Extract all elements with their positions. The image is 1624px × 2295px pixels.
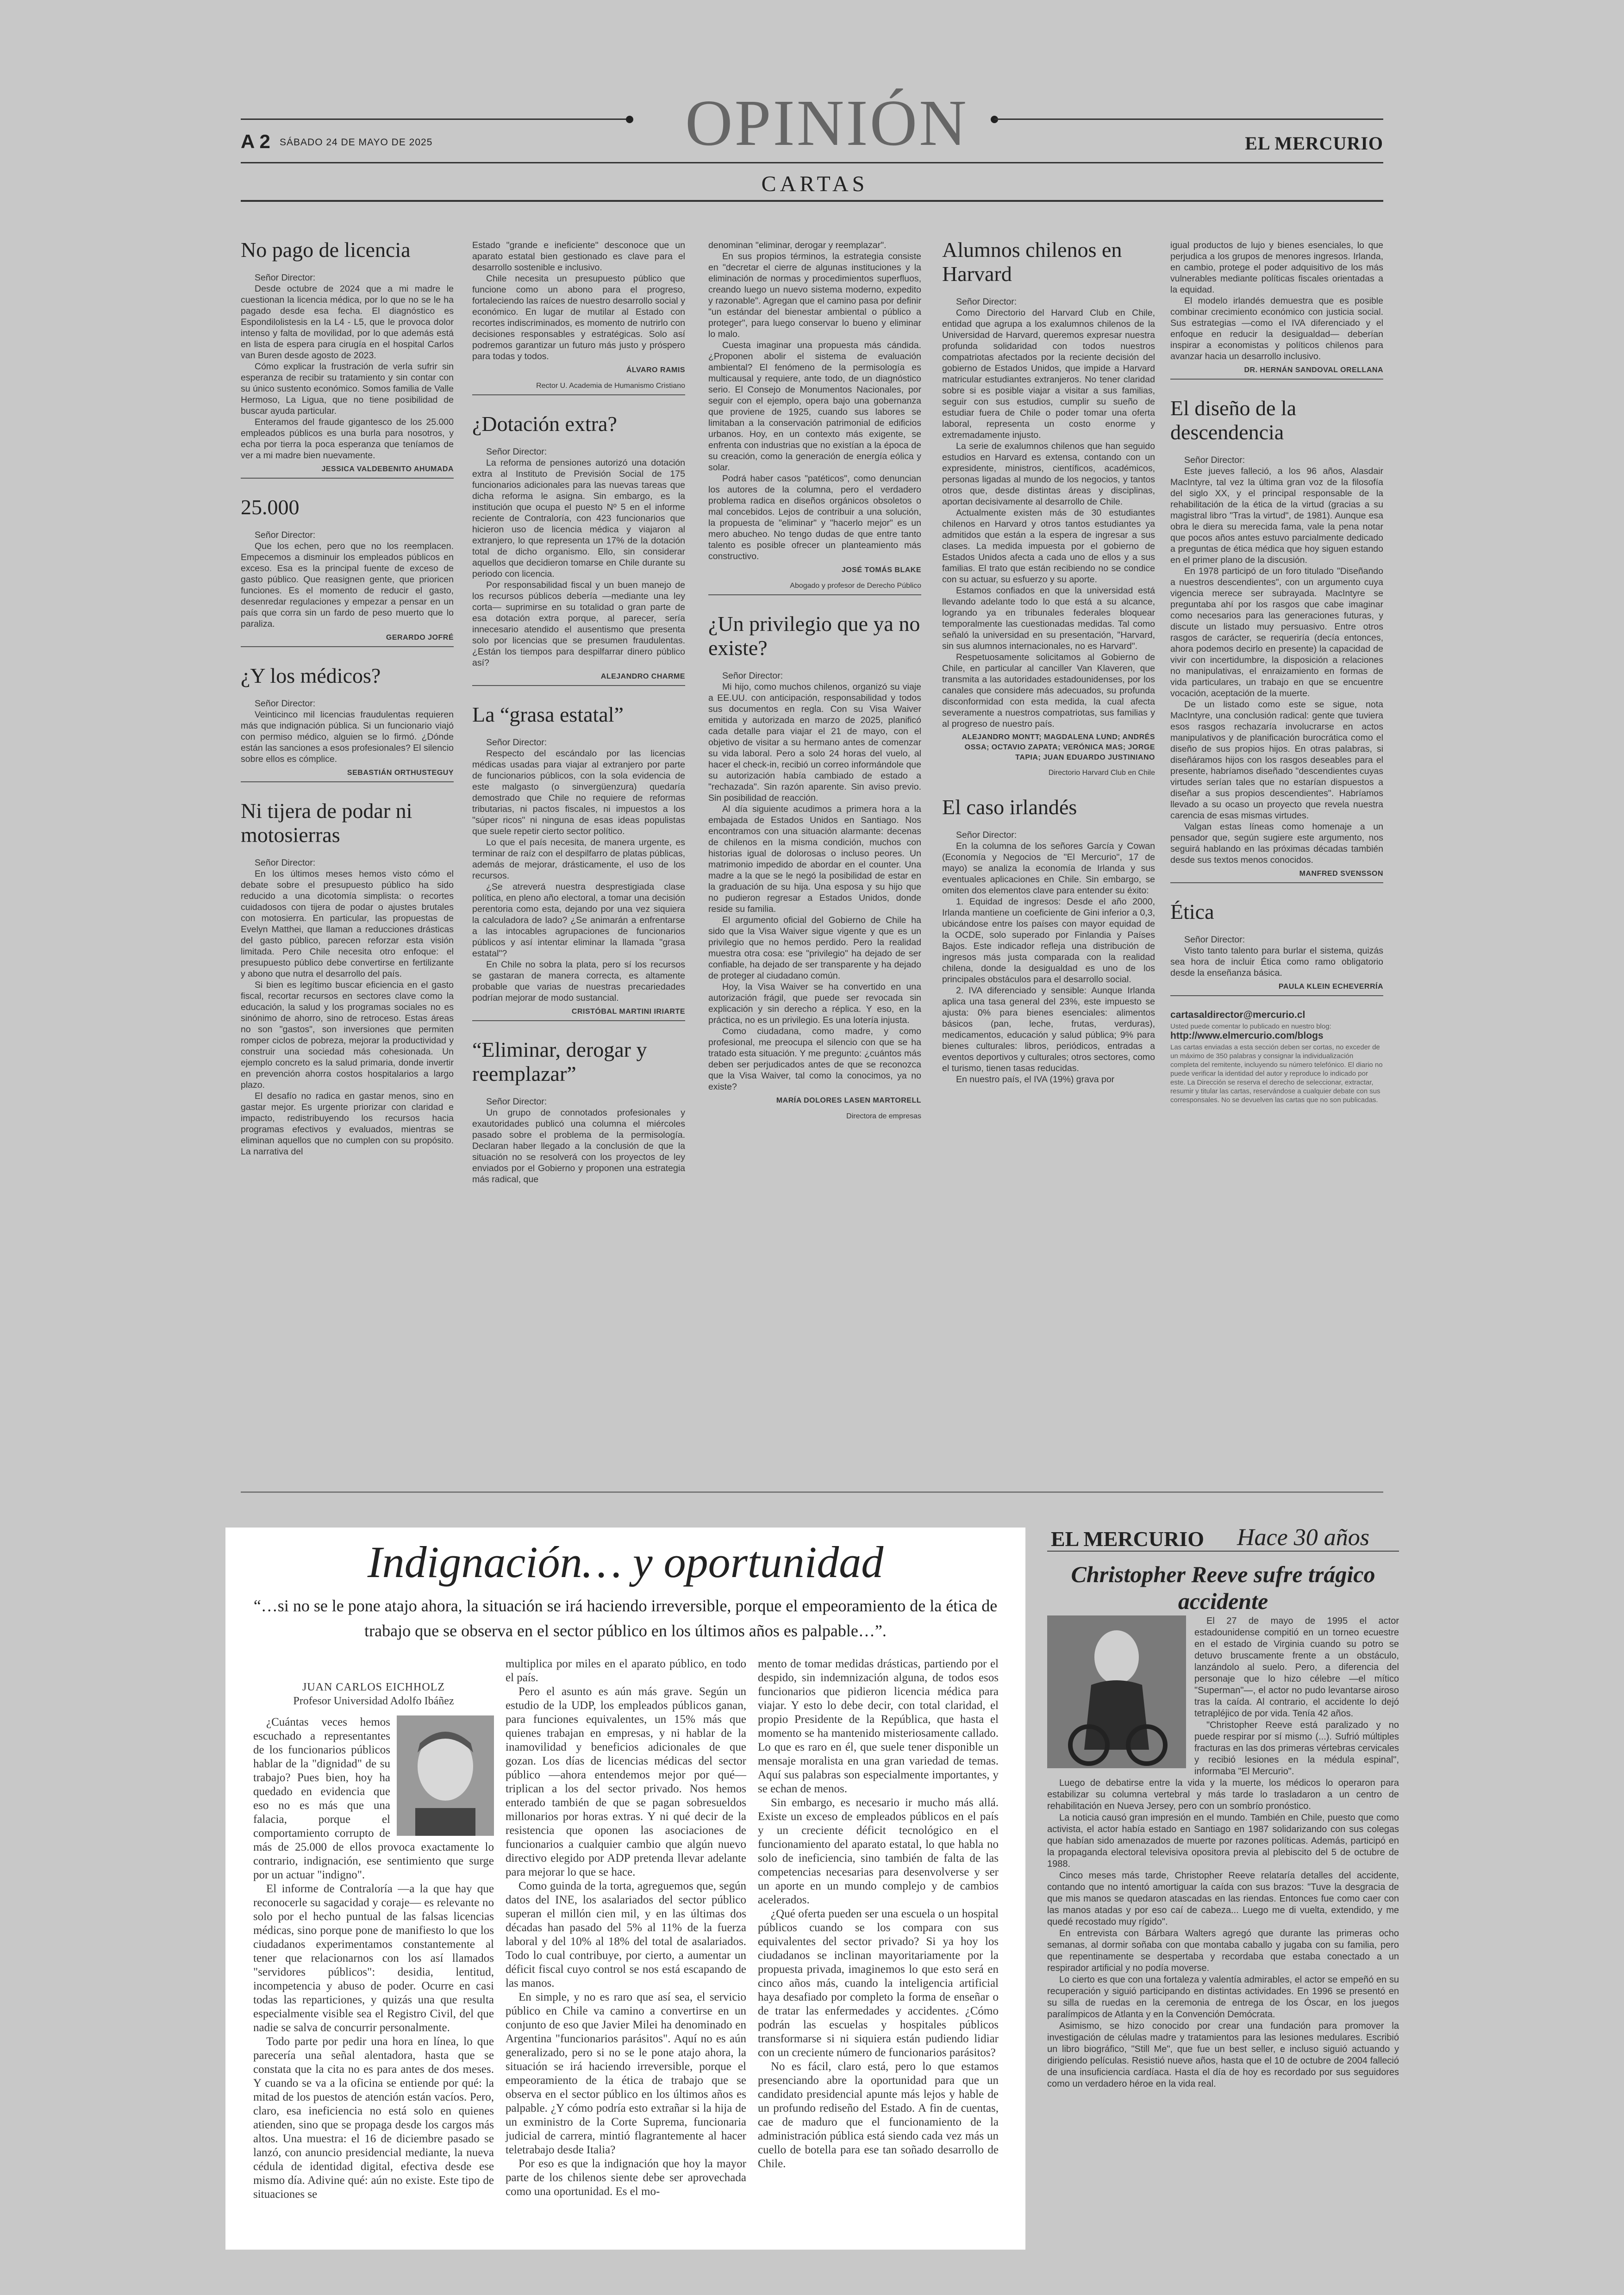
letter-salutation: Señor Director: [486,737,547,748]
letter-paragraph: Estado "grande e ineficiente" desconoce que un aparato estatal bien gestionado es clave para el desarrollo sostenible e inclusivo. [472,240,685,273]
letter-title: El diseño de la descendencia [1170,396,1297,444]
letter-paragraph: Mi hijo, como muchos chilenos, organizó su viaje a EE.UU. con anticipación, responsabilidad y todos sus documentos en regla. Con su Visa Waiver emitida y autorizada en marzo de 2025, planificó cada detalle para viajar el 21 de mayo, con el objetivo de visitar a su hermano antes de comenzar su vida laboral. Pero a solo 24 horas del vuelo, al hacer el check-in, recibió un correo informándole que su autorización había cambiado de estado a "rechazada". Sin razón aparente. Sin aviso previo. Sin posibilidad de reacción. [708,682,921,803]
letter-paragraph: En Chile no sobra la plata, pero sí los recursos se gastaran de manera correcta, es altamente probable que varias de nuestras precariedades podrían mejorar de modo sustancial. [472,960,685,1003]
header-rule-right [994,118,1383,120]
letter-paragraph: Podrá haber casos "patéticos", como denuncian los autores de la columna, pero el verdadero problema radica en diseños orgánicos obsoletos o mal concebidos. Lejos de contribuir a una solución, la propuesta de "eliminar" y "hacerlo mejor" es un mero abucheo. No tengo dudas de que entre tanto talento es posible ofrecer un planteamiento más constructivo. [708,474,921,561]
letter-salutation: Señor Director: [486,1097,547,1107]
feature-column-1 [253,1680,494,2201]
side-paragraph: En entrevista con Bárbara Walters agregó que durante las primeras ocho semanas, al dormir soñaba con que montaba caballo y jugaba con su familia, pero que repentinamente se despertaba y recordaba que estaba conectado a un respirador artificial y no podía moverse. [1047,1928,1399,1973]
side-title: Christopher Reeve sufre trágico accidente [1071,1561,1375,1614]
letter-role: Rector U. Academia de Humanismo Cristiano [472,380,685,395]
letter-signature: ALEJANDRO MONTT; MAGDALENA LUND; ANDRÉS OSSA; OCTAVIO ZAPATA; VERÓNICA MAS; JORGE TAPIA; JUAN EDUARDO JUSTINIANO [962,733,1155,761]
side-paragraph: Luego de debatirse entre la vida y la muerte, los médicos lo operaron para estabilizar su columna vertebral y más tarde lo trasladaron a un centro de rehabilitación en Nueva Jersey, pero con un sombrío pronóstico. [1047,1778,1399,1811]
letter-signature: MARÍA DOLORES LASEN MARTORELL [776,1097,921,1104]
letter [472,412,685,686]
letter [472,240,685,395]
feature-paragraph: Todo parte por pedir una hora en línea, lo que parecería una señal alentadora, hasta que se constata que la cita no es para antes de dos meses. Y cuando se va a la oficina se entiende por qué: la mitad de los puestos de atención están vacíos. Pero, claro, esa ineficiencia no está solo en quienes atienden, sino que se propaga desde los cargos más altos. Una muestra: el 16 de diciembre pasado se lanzó, con anuncio presidencial mediante, la nueva cédula de identidad digital, efectiva desde ese mismo día. Adivine qué: aún no existe. Este tipo de situaciones se [253,2035,494,2201]
letter-paragraph: Estamos confiados en que la universidad está llevando adelante todo lo que está a su alcance, logrando ya en tribunales federales bloquear temporalmente las cuestionadas medidas. Tal como señaló la universidad en su presentación, "Harvard, sin sus alumnos internacionales, no es Harvard". [942,586,1155,651]
letter-signature: MANFRED SVENSSON [1170,868,1383,883]
letter [708,612,921,1122]
contact-box [1170,1010,1383,1104]
letter-paragraph: 2. IVA diferenciado y sensible: Aunque Irlanda aplica una tasa general del 23%, este impuesto se ajusta: 0% para bienes esenciales: alimentos básicos (pan, leche, frutas, verduras), medicamentos, educación y salud pública; 9% para bienes culturales: libros, periódicos, entradas a eventos deportivos y culturales; otros sectores, como el turismo, tienen tasas reducidas. [942,985,1155,1073]
side-paragraph: Cinco meses más tarde, Christopher Reeve relataría detalles del accidente, contando que no intentó amortiguar la caída con sus brazos: "Tuve la desgracia de que mis manos se quedaron atascadas en las riendas. Entonces fue como caer con las manos atadas y por eso caí de cabeza... Luego me di vuelta, extendido, y me quedé recostado muy rígido". [1047,1871,1399,1927]
letter-paragraph: El desafío no radica en gastar menos, sino en gastar mejor. Es urgente priorizar con claridad e impacto, redistribuyendo los recursos hacia programas efectivos y evaluados, mientras se eliminan aquellos que no cumplen con su propósito. La narrativa del [241,1091,454,1157]
feature-title: Indignación… y oportunidad [367,1537,884,1587]
letter-title: No pago de licencia [241,238,411,262]
letter-salutation: Señor Director: [722,671,783,681]
letter-title: 25.000 [241,495,300,519]
author-portrait [397,1715,494,1836]
letter-title: ¿Un privilegio que ya no existe? [708,612,920,660]
page-number: A 2 [241,131,270,152]
wheelchair-photo-icon [1047,1615,1186,1768]
letter [1170,396,1383,883]
letter-salutation: Señor Director: [486,447,547,457]
letter-paragraph: Al día siguiente acudimos a primera hora a la embajada de Estados Unidos en Santiago. Nos encontramos con una situación alarmante: decenas de chilenos en la misma condición, muchos con historias igual de dolorosas o incluso peores. Un matrimonio impedido de abordar en el counter. Una madre a la que se le negó la posibilidad de estar en la graduación de su hija. Una esposa y su hijo que no pudieron regresar a Estados Unidos, donde reside su familia. [708,804,921,914]
feature-paragraph: Como guinda de la torta, agreguemos que, según datos del INE, los asalariados del sector público superan el millón cien mil, y en las últimas dos décadas han pasado del 5% al 11% de la fuerza laboral y del 10% al 18% del total de asalariados. Todo lo cual contribuye, por cierto, a aumentar un déficit fiscal cuyo control se nos está escapando de las manos. [506,1880,746,1989]
letter-salutation: Señor Director: [255,858,316,868]
letter-paragraph: ¿Se atreverá nuestra desprestigiada clase política, en pleno año electoral, a tomar una decisión perentoria como esta, dejando por una vez siquiera la calculadora de lado? ¿Se animarán a enfrentarse a las intocables agrupaciones de funcionarios públicos y así intentar eliminar la llamada "grasa estatal"? [472,882,685,959]
letter-paragraph: Que los echen, pero que no los reemplacen. Empecemos a disminuir los empleados públicos en exceso. Esa es la principal fuente de exceso de gasto público. Que reasignen gente, que prioricen funciones. Es el momento de reducir el gasto, desenredar regulaciones y empezar a pensar en un país que corra sin un fardo de peso muerto que lo paraliza. [241,541,454,629]
letter-title: La “grasa estatal” [472,703,624,726]
feature-paragraph: No es fácil, claro está, pero lo que estamos presenciando abre la oportunidad para que un candidato presidencial apunte más lejos y hable de un profundo rediseño del Estado. A fin de cuentas, cae de maduro que el funcionamiento de la administración pública está siendo cada vez más un cuello de botella para ese tan soñado desarrollo de Chile. [758,2060,999,2170]
side-paragraph: "Christopher Reeve está paralizado y no puede respirar por sí mismo (...). Sufrió múltiples fracturas en las dos primeras vértebras cervicales y recibió lesiones en la médula espinal", informaba "El Mercurio". [1194,1720,1399,1777]
letter-salutation: Señor Director: [1184,455,1245,465]
letter-paragraph: Enteramos del fraude gigantesco de los 25.000 empleados públicos es una burla para nosotros, y echa por tierra la poca esperanza que teníamos de ver a mi madre bien nuevamente. [241,417,454,461]
portrait-image-icon [397,1715,494,1836]
side-body [1047,1615,1399,2090]
letter [472,703,685,1021]
side-brand: EL MERCURIO [1051,1527,1204,1551]
letter-paragraph: En sus propios términos, la estrategia consiste en "decretar el cierre de algunas instituciones y la eliminación de normas y procedimientos superfluos, creando luego un nuevo sistema moderno, expedito y razonable". Agregan que el camino pasa por definir "un estándar del bienestar ambiental o público a proteger", para luego conservar lo bueno y eliminar lo malo. [708,251,921,339]
letter [942,795,1155,1085]
section-title: OPINIÓN [685,86,968,159]
feature-paragraph: ¿Qué oferta pueden ser una escuela o un hospital públicos cuando se los compara con sus equivalentes del sector privado? Si ya hoy los ciudadanos se inclinan mayoritariamente por la propuesta privada, imaginemos lo que esto será en cinco años más, cuando la inteligencia artificial haya desafiado por completo la forma de enseñar o de tratar las enfermedades y accidentes. ¿Cómo podrán las escuelas y hospitales públicos transformarse si ni siquiera están pudiendo lidiar con un creciente número de funcionarios parásitos? [758,1908,999,2059]
letter-paragraph: La serie de exalumnos chilenos que han seguido estudios en Harvard es extensa, contando con un expresidente, ministros, científicos, académicos, personas ligadas al mundo de los negocios, y tantos otros que, desde distintas áreas y disciplinas, aportan decisivamente al desarrollo de Chile. [942,441,1155,507]
header-rule-left [241,118,630,120]
author-name: JUAN CARLOS EICHHOLZ [302,1681,445,1693]
letter-paragraph: De un listado como este se sigue, nota MacIntyre, una conclusión radical: gente que tuviera esos rasgos rechazaría involucrarse en actos manipulativos y de planificación burocrática como el diseño de sus propios hijos. En otras palabras, si diseñáramos hijos con los rasgos deseables para el presente, habríamos diseñado "descendientes cuyas virtudes serían tales que no estarían dispuestos a diseñar a sus propios descendientes". Habríamos llevado a su ocaso un proyecto que revela nuestra carencia de esas mismas virtudes. [1170,699,1383,821]
contact-email[interactable]: cartasaldirector@mercurio.cl [1170,1010,1305,1020]
letter [241,495,454,647]
letter-paragraph: En los últimos meses hemos visto cómo el debate sobre el presupuesto público ha sido reducido a una dicotomía simplista: o recortes cuidadosos con tijera de podar o ajustes brutales con motosierra. En particular, las propuestas de Evelyn Matthei, que llaman a reducciones drásticas del gasto público, parecen reforzar esta visión limitada. Pero Chile necesita otro enfoque: el presupuesto público debe convertirse en fertilizante y abono que nutra el desarrollo del país. [241,869,454,979]
feature-column-3 [758,1657,999,2171]
letter-salutation: Señor Director: [255,530,316,540]
opinion-feature [225,1528,1025,2250]
letter-paragraph: Valgan estas líneas como homenaje a un pensador que, según sugiere este argumento, nos seguirá hablando en las próximas décadas también desde sus textos menos conocidos. [1170,822,1383,865]
letter-paragraph: Chile necesita un presupuesto público que funcione como un abono para el progreso, fortaleciendo las raíces de nuestro desarrollo social y económico. En lugar de mutilar al Estado con recortes indiscriminados, es momento de nutrirlo con decisiones responsables y estratégicas. Solo así podremos garantizar un futuro más justo y próspero para todas y todos. [472,274,685,362]
side-hace-label: Hace 30 años [1237,1524,1369,1551]
letter-paragraph: Visto tanto talento para burlar el sistema, quizás sea hora de incluir Ética como ramo obligatorio desde la enseñanza básica. [1170,946,1383,978]
letter-salutation: Señor Director: [255,698,316,709]
letter-title: El caso irlandés [942,795,1077,819]
letters-column-5 [1170,221,1383,1104]
contact-rules: Las cartas enviadas a esta sección deben ser cortas, no exceder de un máximo de 350 palabras y consignar la individualización completa del remitente, incluyendo su número telefónico. El diario no puede verificar la identidad del autor y reproduce lo indicado por este. La Dirección se reserva el derecho de seleccionar, extractar, resumir y titular las cartas, reservándose a cualquier debate con sus corresponsales. No se devuelven las cartas que no son publicadas. [1170,1043,1383,1104]
feature-paragraph: Por eso es que la indignación que hoy la mayor parte de los chilenos siente debe ser aprovechada como una oportunidad. Es el mo- [506,2158,746,2198]
letter-title: Ni tijera de podar ni motosierras [241,799,412,847]
letter-signature: SEBASTIÁN ORTHUSTEGUY [241,767,454,782]
feature-paragraph: mento de tomar medidas drásticas, partiendo por el despido, sin indemnización alguna, de todos esos funcionarios que pidieron licencia médica para viajar. Y esto lo debe decir, con total claridad, el propio Presidente de la República, que hasta el momento se ha mantenido misteriosamente callado. Lo que es raro en él, que suele tener disponible un mensaje moralista en una gran variedad de temas. Aquí sus palabras son especialmente importantes, y se echan de menos. [758,1658,999,1795]
letter-signature: ALEJANDRO CHARME [472,671,685,686]
feature-paragraph: El informe de Contraloría —a la que hay que reconocerle su sagacidad y coraje— es relevante no solo por el hecho puntual de las falsas licencias médicas, sino porque pone de manifiesto lo que los ciudadanos experimentamos constantemente al tener que relacionarnos con los así llamados "servidores públicos": desidia, lentitud, incompetencia y abuso de poder. Ocurre en casi todas las reparticiones, y quizás una que resulta especialmente visible sea el Registro Civil, del que nadie se salva de concurrir personalmente. [253,1883,494,2034]
letter-paragraph: El argumento oficial del Gobierno de Chile ha sido que la Visa Waiver sigue vigente y que es un privilegio que no hemos perdido. Pero la realidad muestra otra cosa: ese "privilegio" ha dejado de ser confiable, ha dejado de ser transparente y ha dejado de proteger al ciudadano común. [708,915,921,981]
letter-signature: ÁLVARO RAMIS [626,366,685,374]
letter-signature: PAULA KLEIN ECHEVERRÍA [1170,981,1383,996]
letter-role: Directorio Harvard Club en Chile [1048,769,1155,777]
letter-paragraph: Lo que el país necesita, de manera urgente, es terminar de raíz con el despilfarro de platas públicas, además de mejorar, drásticamente, el uso de los recursos. [472,837,685,881]
feature-paragraph: En simple, y no es raro que así sea, el servicio público en Chile va camino a convertirse en un conjunto de eso que Javier Milei ha denominado en Argentina "funcionarios parásitos". Aquí no es aún generalizado, pero si no se le pone atajo ahora, la situación se irá haciendo irreversible, porque el empeoramiento de la ética de trabajo que se observa en el sector público en los últimos años es palpable. ¿Y cómo podría esto extrañar si la hija de un exministro de la Corte Suprema, funcionaria judicial de carrera, mintió flagrantemente al hacer teletrabajo desde Italia? [506,1991,746,2156]
reeve-photo [1047,1615,1186,1768]
letter [241,664,454,782]
page-divider [241,1491,1383,1493]
header-ornament-left [626,116,633,123]
header-rule-mid [241,162,1383,163]
letter [1170,240,1383,380]
letter-paragraph: Respecto del escándalo por las licencias médicas usadas para viajar al extranjero por parte de funcionarios públicos, con la sola evidencia de este malgasto (o sinvergüenzura) quedaría demostrado que Chile no requiere de reformas tributarias, ni pactos fiscales, ni impuestos a los "súper ricos" ni ninguna de esas ideas populistas que suele repetir cierto sector político. [472,748,685,836]
letter [241,799,454,1157]
header-rule-bottom [241,200,1383,202]
letter-paragraph: Si bien es legítimo buscar eficiencia en el gasto fiscal, recortar recursos en sectores clave como la educación, la salud y los programas sociales no es sinónimo de ahorro, sino de retroceso. Estas áreas no son "gastos", son inversiones que permiten romper ciclos de pobreza, mejorar la productividad y construir una sociedad más cohesionada. Un ejemplo concreto es la salud primaria, donde invertir en prevención ahorra costos hospitalarios a largo plazo. [241,980,454,1090]
letter [472,1038,685,1185]
letter-paragraph: Cuesta imaginar una propuesta más cándida. ¿Proponen abolir el sistema de evaluación ambiental? El fenómeno de la permisología es multicausal y requiere, ante todo, de un diagnóstico serio. El Consejo de Monumentos Nacionales, por seguir con el ejemplo, opera bajo una gobernanza que proviene de 1925, cuando sus labores se limitaban a la conservación patrimonial de edificios urbanos. Hoy, en un contexto más exigente, se enfrenta con industrias que no existían a la época de su creación, como la generación de energía eólica y solar. [708,340,921,473]
letter-paragraph: Como ciudadana, como madre, y como profesional, me preocupa el silencio con que se ha tratado esta situación. Y me pregunto: ¿cuántos más deben ser perjudicados antes de que se reconozca que la Visa Waiver, tal como la conocimos, ya no existe? [708,1026,921,1092]
letter-paragraph: igual productos de lujo y bienes esenciales, lo que perjudica a los grupos de menores ingresos. Irlanda, en cambio, protege el poder adquisitivo de los más vulnerables mediante políticas fiscales orientadas a la equidad. [1170,240,1383,295]
letter-salutation: Señor Director: [956,297,1017,307]
letter-paragraph: Como Directorio del Harvard Club en Chile, entidad que agrupa a los exalumnos chilenos de la Universidad de Harvard, queremos expresar nuestra profunda solidaridad con todos nuestros compatriotas afectados por la reciente decisión del gobierno de Estados Unidos, que impide a Harvard matricular estudiantes extranjeros. No tener claridad sobre si es posible viajar a visitar a sus familias, seguir con sus estudios, cumplir su sueño de estudiar fuera de Chile o poder tomar una oferta laboral, representa un costo enorme y extremadamente injusto. [942,308,1155,440]
letter-paragraph: En nuestro país, el IVA (19%) grava por [956,1074,1115,1085]
side-paragraph: El 27 de mayo de 1995 el actor estadounidense compitió en un torneo ecuestre en el estado de Virginia cuando su potro se detuvo bruscamente frente a un obstáculo, lanzándolo al suelo. Pero, a diferencia del personaje que lo hizo célebre —el mítico "Superman"—, el actor no pudo levantarse airoso tras la caída. Al contrario, el accidente lo dejó tetrapléjico de por vida. Tenía 42 años. [1194,1616,1399,1719]
letter-paragraph: 1. Equidad de ingresos: Desde el año 2000, Irlanda mantiene un coeficiente de Gini inferior a 0,3, ubicándose entre los países con mayor equidad de la OCDE, solo superado por Finlandia y Países Bajos. Este indicador refleja una distribución de ingresos más justa comparada con la realidad chilena, donde la desigualdad es uno de los principales obstáculos para el desarrollo social. [942,897,1155,985]
letter-paragraph: En 1978 participó de un foro titulado "Diseñando a nuestros descendientes", con un argumento cuya vigencia merece ser subrayada. MacIntyre se preguntaba ahí por los rasgos que cabe imaginar como necesarios para las generaciones futuras, y discute un listado muy persuasivo. Entre otros rasgos de carácter, se requeriría (decía entonces, ahora podemos decirlo en presente) la capacidad de vivir con incertidumbre, la disposición a relaciones no manipulativas, el enraizamiento en formas de vida particulares, un trabajo en que se encuentre vocación, aceptación de la muerte. [1170,566,1383,698]
letters-column-1 [241,221,454,1157]
letter [1170,900,1383,996]
blog-link[interactable]: http://www.elmercurio.com/blogs [1170,1030,1324,1041]
letter-role: Directora de empresas [846,1112,921,1120]
side-paragraph: Asimismo, se hizo conocido por crear una fundación para promover la investigación de células madre y tratamientos para las lesiones medulares. Escribió un libro biográfico, "Still Me", que fue un best seller, e incluso siguió actuando y dirigiendo películas. Resistió nueve años, hasta que el 10 de octubre de 2004 falleció de una insuficiencia cardíaca. Hasta el día de hoy es recordado por sus seguidores como un verdadero héroe en la vida real. [1047,2021,1399,2089]
feature-paragraph: Sin embargo, es necesario ir mucho más allá. Existe un exceso de empleados públicos en el país y un creciente déficit tecnológico en el funcionamiento del aparato estatal, lo que habla no solo de ineficiencia, sino también de falta de las competencias necesarias para desenvolverse y ser un aporte en un mundo complejo y de cambios acelerados. [758,1796,999,1906]
letter-paragraph: La reforma de pensiones autorizó una dotación extra al Instituto de Previsión Social de 175 funcionarios adicionales para las nuevas tareas que dicha reforma le asigna. Sin embargo, es la institución que ocupa el puesto Nº 5 en el informe reciente de Contraloría, con 423 funcionarios que hicieron uso de licencia médica y viajaron al extranjero, lo que representa un 17% de la dotación total de dicho organismo. Ello, sin considerar aquellos que decidieron tomarse en Chile durante su periodo con licencia. [472,458,685,579]
letter-paragraph: Este jueves falleció, a los 96 años, Alasdair MacIntyre, tal vez la última gran voz de la filosofía del siglo XX, y el principal responsable de la rehabilitación de la ética de la virtud (gracias a su magistral libro "Tras la virtud", de 1981). Aunque esa obra le diera su merecida fama, vale la pena notar que pocos años antes estuvo parcialmente dedicado a preguntas de ética médica que hoy siguen estando en el primer plano de la discusión. [1170,466,1383,565]
letter-signature: CRISTÓBAL MARTINI IRIARTE [472,1006,685,1021]
letter [708,240,921,595]
letters-column-3 [708,221,921,1126]
letter-signature: DR. HERNÁN SANDOVAL ORELLANA [1170,365,1383,380]
letter-salutation: Señor Director: [255,273,316,283]
issue-date: SÁBADO 24 DE MAYO DE 2025 [280,137,433,148]
letter-title: Ética [1170,900,1214,923]
subsection-title: CARTAS [761,172,868,196]
letter-paragraph: El modelo irlandés demuestra que es posible combinar crecimiento económico con justicia social. Sus estrategias —como el IVA diferenciado y el enfoque en reducir la desigualdad— deberían inspirar a economistas y políticos chilenos para avanzar hacia un desarrollo inclusivo. [1170,296,1383,362]
letters-column-2 [472,221,685,1185]
letter-signature: JOSÉ TOMÁS BLAKE [841,566,921,574]
letter-paragraph: Por responsabilidad fiscal y un buen manejo de los recursos públicos debería —mediante una ley corta— suprimirse en su totalidad o gran parte de esa dotación extra porque, al parecer, sería innecesario atendido el ausentismo que presenta solo por licencias que se presumen fraudulentas. ¿Están los tiempos para despilfarrar dinero público así? [472,580,685,668]
letter-title: “Eliminar, derogar y reemplazar” [472,1038,647,1085]
letter-paragraph: Cómo explicar la frustración de verla sufrir sin esperanza de recibir su tratamiento y sin contar con su único sustento económico. Somos familia de Valle Hermoso, La Ligua, que no tiene posibilidad de buscar ayuda particular. [241,362,454,416]
letter-paragraph: Respetuosamente solicitamos al Gobierno de Chile, en particular al canciller Van Klaveren, que transmita a las autoridades estadounidenses, por los canales que considere más adecuados, su profunda disconformidad con esta medida, la cual afecta severamente a nuestros compatriotas, sus familias y al progreso de nuestro país. [942,652,1155,729]
letter-paragraph: denominan "eliminar, derogar y reemplazar". [708,240,887,250]
letter-role: Abogado y profesor de Derecho Público [708,580,921,595]
letters-column-4 [942,221,1155,1085]
feature-column-2 [506,1657,746,2199]
letter-signature: GERARDO JOFRÉ [241,632,454,647]
side-paragraph: La noticia causó gran impresión en el mundo. También en Chile, puesto que como activista, el actor había estado en Santiago en 1987 solidarizando con sus colegas que habían sido amenazados de muerte por razones políticas. Además, participó en la propaganda electoral televisiva opositora previa al plebiscito del 5 de octubre de 1988. [1047,1813,1399,1869]
contact-note: Usted puede comentar lo publicado en nuestro blog: [1170,1023,1331,1030]
letter-paragraph: Veinticinco mil licencias fraudulentas requieren más que indignación pública. Si un funcionario viajó con permiso médico, alguien se lo firmó. ¿Dónde están las sanciones a esos profesionales? El silencio sobre ellos es cómplice. [241,710,454,764]
letter-paragraph: Un grupo de connotados profesionales y exautoridades publicó una columna el miércoles pasado sobre el problema de la permisología. Declaran haber llegado a la conclusión de que la situación no se resolverá con los proyectos de ley enviados por el Gobierno y proponen una estrategia más radical, que [472,1108,685,1185]
letter-signature: JESSICA VALDEBENITO AHUMADA [241,464,454,479]
letter-paragraph: Hoy, la Visa Waiver se ha convertido en una autorización frágil, que puede ser revocada sin explicación y sin derecho a réplica. Y eso, en la práctica, no es un privilegio. Es una lotería injusta. [708,982,921,1025]
letter-title: ¿Y los médicos? [241,664,381,687]
letter-title: Alumnos chilenos en Harvard [942,238,1122,286]
letter-paragraph: En la columna de los señores García y Cowan (Economía y Negocios de "El Mercurio", 17 de mayo) se analiza la economía de Irlanda y sus eventuales aplicaciones en Chile. Sin embargo, se omiten dos elementos clave para entender su éxito: [942,841,1155,896]
side-header [1047,1523,1399,1552]
letter-salutation: Señor Director: [956,830,1017,840]
side-paragraph: Lo cierto es que con una fortaleza y valentía admirables, el actor se empeñó en su recuperación y siguió participando en distintas actividades. En 1996 se presentó en su silla de ruedas en la ceremonia de entrega de los Óscar, en los juegos paralímpicos de Atlanta y en la Convención Demócrata. [1047,1975,1399,2020]
letter [241,238,454,479]
letter-paragraph: Desde octubre de 2024 que a mi madre le cuestionan la licencia médica, por lo que no se le ha pagado desde esa fecha. El diagnóstico es Espondilolistesis en la L4 - L5, que le provoca dolor intenso y falta de movilidad, por lo que además está en lista de espera para cirugía en el hospital Carlos van Buren desde agosto de 2023. [241,284,454,361]
letter-paragraph: Actualmente existen más de 30 estudiantes chilenos en Harvard y otros tantos estudiantes ya admitidos que están a la espera de ingresar a sus clases. La medida impuesta por el gobierno de Estados Unidos afecta a cada uno de ellos y a sus familias. El trato que están recibiendo no se condice con su actuar, su esfuerzo y su aporte. [942,508,1155,585]
letter-salutation: Señor Director: [1184,935,1245,945]
letter [942,238,1155,779]
hace-30-anos-box [1047,1523,1399,2250]
feature-paragraph: Pero el asunto es aún más grave. Según un estudio de la UDP, los empleados públicos ganan, para funciones equivalentes, un 15% más que quienes trabajan en empresas, y ni hablar de la inamovilidad y beneficios adicionales de que gozan. Los días de licencias médicas del sector público —ahora entendemos mejor por qué— triplican a los del sector privado. Nos hemos enterado también de que se pagan sobresueldos millonarios por horas extras. Y ni qué decir de la resistencia que oponen las asociaciones de funcionarios a cualquier cambio que algún nuevo directivo elegido por ADP pretenda llevar adelante para mejorar lo que se hace. [506,1685,746,1878]
feature-paragraph: ¿Cuántas veces hemos escuchado a representantes de los funcionarios públicos hablar de la "dignidad" de su trabajo? Pues bien, hoy ha quedado en evidencia que eso no es más que una falacia, porque el comportamiento corrupto de más de 25.000 de ellos provoca exactamente lo contrario, indignación, ese sentimiento que surge por un actuar "indigno". [253,1716,494,1881]
feature-pull-quote: “…si no se le pone atajo ahora, la situación se irá haciendo irreversible, porque el empeoramiento de la ética de trabajo que se observa en el sector público en los últimos años es palpable…”. [253,1597,998,1640]
feature-paragraph: multiplica por miles en el aparato público, en todo el país. [506,1658,746,1684]
masthead-brand: EL MERCURIO [1245,133,1383,154]
author-role: Profesor Universidad Adolfo Ibáñez [293,1695,454,1707]
letter-title: ¿Dotación extra? [472,412,617,436]
